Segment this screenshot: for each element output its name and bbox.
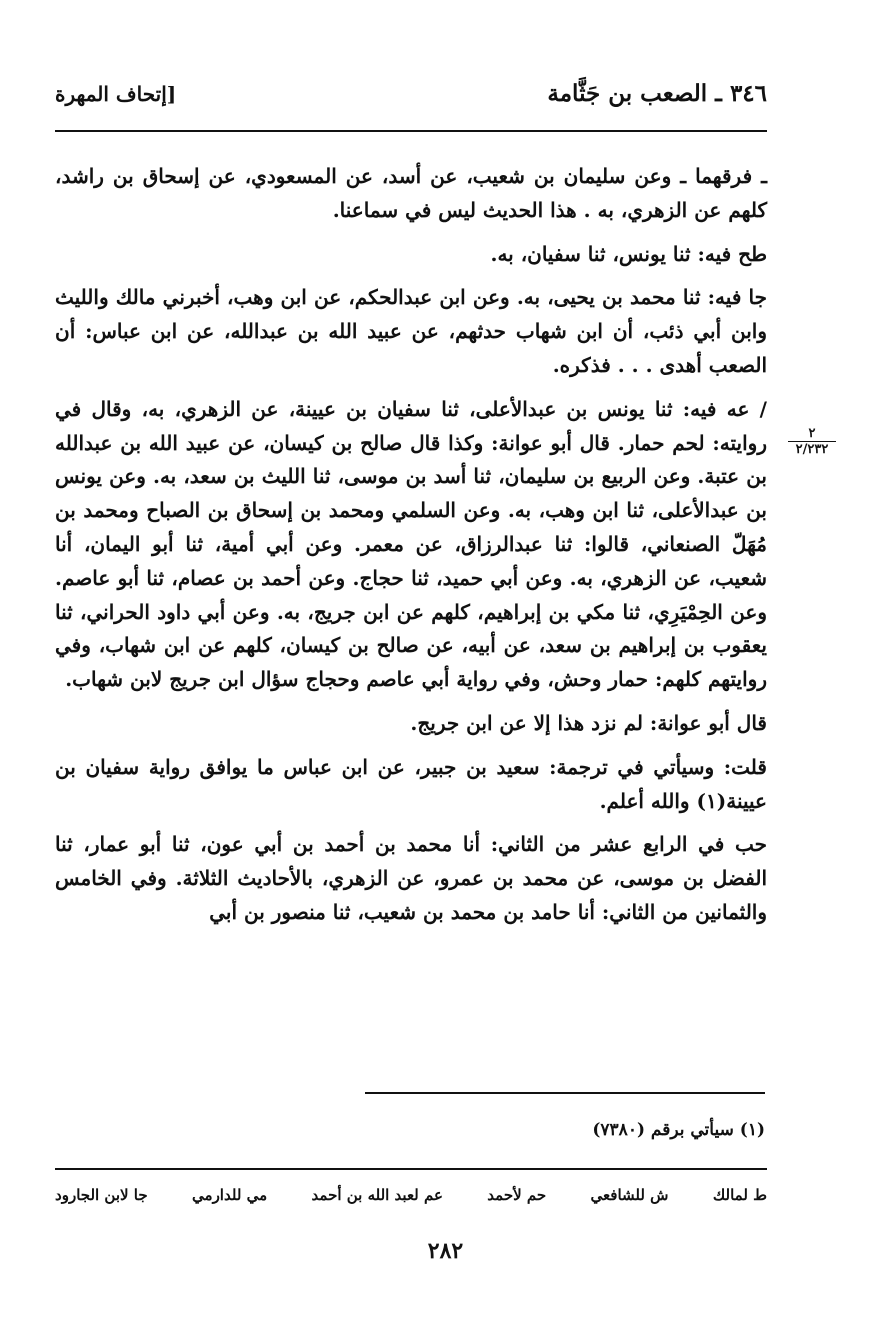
margin-reference-bottom: ٢/٢٣٢	[795, 442, 829, 457]
abbreviation-item: مي للدارمي	[192, 1186, 268, 1204]
abbreviation-item: عم لعبد الله بن أحمد	[311, 1186, 443, 1204]
paragraph: حب في الرابع عشر من الثاني: أنا محمد بن أحمد بن أبي عون، ثنا أبو عمار، ثنا الفضل بن موسى، عن محمد بن عمرو، عن الزهري، بالأحاديث الثلاثة. وفي الخامس والثمانين من الثاني: أنا حامد بن محمد بن شعيب، ثنا منصور بن أبي	[55, 832, 767, 924]
body-text	[55, 160, 767, 940]
chapter-title: ٣٤٦ ـ الصعب بن جَثَّامة	[547, 80, 767, 107]
page-number: ٢٨٢	[427, 1238, 464, 1264]
paragraph: طح فيه: ثنا يونس، ثنا سفيان، به.	[490, 241, 767, 266]
abbreviation-item: ش للشافعي	[590, 1186, 669, 1204]
margin-reference-top: ٢	[788, 426, 836, 442]
paragraph: / عه فيه: ثنا يونس بن عبدالأعلى، ثنا سفيان بن عيينة، عن الزهري، به، وقال في روايته: لحم حمار. قال أبو عوانة: وكذا قال صالح بن كيسان، عن عبيد الله بن عبدالله بن عتبة. وعن الربيع بن سليمان، ثنا أسد بن موسى، ثنا الليث بن سعد، به. وعن يونس بن عبدالأعلى، ثنا ابن وهب، به. وعن السلمي ومحمد بن إسحاق بن الصباح ومحمد بن مُهَلّ الصنعاني، قالوا: ثنا عبدالرزاق، عن معمر. وعن أبي أمية، ثنا أبو اليمان، أنا شعيب، عن الزهري، به. وعن أبي حميد، ثنا حجاج. وعن أحمد بن عصام، ثنا أبو عاصم. وعن الحِمْيَرِي، ثنا مكي بن إبراهيم، كلهم عن ابن جريج، به. وعن أبي داود الحراني، ثنا يعقوب بن إبراهيم بن سعد، عن أبيه، عن صالح بن كيسان، كلهم عن ابن شهاب، وفي روايتهم كلهم: حمار وحش، وفي رواية أبي عاصم وحجاج سؤال ابن جريج لابن شهاب.	[55, 396, 767, 692]
abbreviations-rule	[55, 1168, 767, 1170]
footnote: (١) سيأتي برقم (٧٣٨٠)	[592, 1120, 765, 1140]
abbreviations-legend	[55, 1186, 767, 1204]
abbreviation-item: حم لأحمد	[487, 1186, 547, 1204]
footnote-rule	[365, 1092, 765, 1094]
paragraph: ـ فرقهما ـ وعن سليمان بن شعيب، عن أسد، عن المسعودي، عن إسحاق بن راشد، كلهم عن الزهري، به . هذا الحديث ليس في سماعنا.	[55, 164, 767, 222]
header-rule	[55, 130, 767, 132]
page-header	[55, 76, 767, 116]
paragraph: قلت: وسيأتي في ترجمة: سعيد بن جبير، عن ابن عباس ما يوافق رواية سفيان بن عيينة(١) والله أعلم.	[55, 754, 767, 813]
book-title: [إتحاف المهرة	[55, 82, 177, 106]
paragraph: قال أبو عوانة: لم نزد هذا إلا عن ابن جريج.	[410, 710, 767, 735]
margin-reference	[784, 426, 840, 457]
abbreviation-item: ط لمالك	[712, 1186, 767, 1204]
abbreviation-item: جا لابن الجارود	[55, 1186, 148, 1204]
paragraph: جا فيه: ثنا محمد بن يحيى، به. وعن ابن عبدالحكم، عن ابن وهب، أخبرني مالك والليث وابن أبي ذئب، أن ابن شهاب حدثهم، عن عبيد الله بن عبدالله، عن ابن عباس: أن الصعب أهدى . . . فذكره.	[55, 285, 767, 377]
